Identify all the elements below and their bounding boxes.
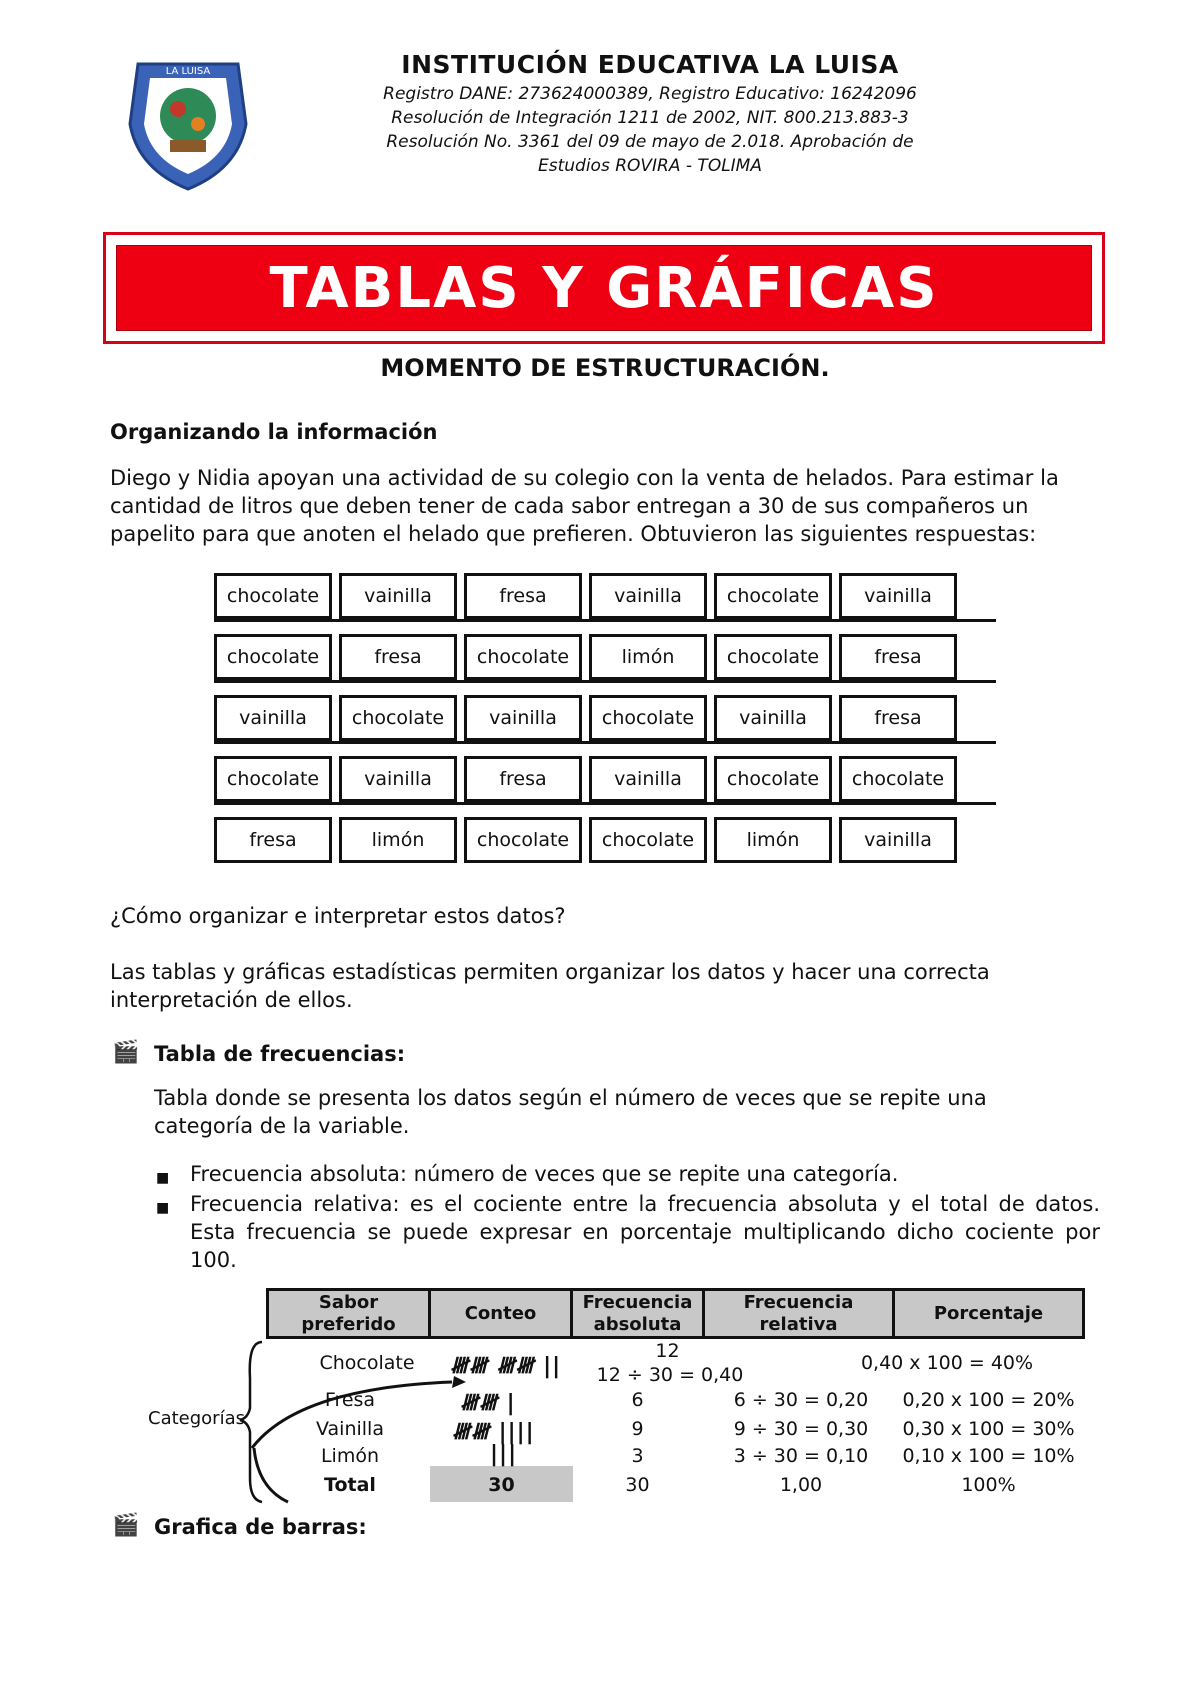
response-cell: chocolate [214, 573, 332, 619]
response-cell: chocolate [339, 695, 457, 741]
square-bullet-icon: ■ [156, 1200, 170, 1216]
bullet-text: Frecuencia relativa: es el cociente entre la frecuencia absoluta y el total de datos. Esta frecuencia se puede expresar en porcentaje multiplicando dicho cociente por 100. [190, 1192, 1100, 1272]
approval-line: Resolución No. 3361 del 09 de mayo de 2.018. Aprobación de [386, 132, 914, 152]
responses-grid [214, 573, 996, 878]
frequency-table-description: Tabla donde se presenta los datos según el número de veces que se repite una categoría de la variable. [154, 1086, 987, 1138]
response-cell: chocolate [714, 573, 832, 619]
response-cell: fresa [214, 817, 332, 863]
frequency-table-header [266, 1288, 1085, 1339]
location-line: Estudios ROVIRA - TOLIMA [538, 156, 762, 176]
school-logo [118, 54, 258, 194]
header-flavor: Sabor preferido [266, 1288, 431, 1339]
clapper-icon: 🎬 [112, 1040, 140, 1065]
bullet-absolute [156, 1160, 1100, 1188]
row-flavor: Vainilla [316, 1418, 384, 1440]
response-cell: vainilla [214, 695, 332, 741]
response-cell: fresa [839, 695, 957, 741]
total-tally: 30 [488, 1474, 515, 1496]
resolution-line: Resolución de Integración 1211 de 2002, NIT. 800.213.883-3 [391, 108, 909, 128]
section-subtitle: MOMENTO DE ESTRUCTURACIÓN. [380, 354, 830, 382]
row-tally: ||| [490, 1442, 518, 1467]
row-absolute: 3 [631, 1445, 644, 1467]
header-percent: Porcentaje [892, 1288, 1085, 1339]
response-cell: vainilla [839, 817, 957, 863]
row-flavor: Fresa [324, 1389, 376, 1411]
responses-row [214, 695, 996, 741]
response-cell: vainilla [714, 695, 832, 741]
row-percent: 0,30 x 100 = 30% [902, 1418, 1075, 1440]
question-text: ¿Cómo organizar e interpretar estos datos? [110, 904, 566, 928]
header-tally: Conteo [428, 1288, 573, 1339]
row-absolute: 12 [655, 1340, 680, 1362]
response-cell: vainilla [589, 756, 707, 802]
row-absolute: 9 [631, 1418, 644, 1440]
response-cell: limón [339, 817, 457, 863]
row-relative: 6 ÷ 30 = 0,20 [733, 1389, 869, 1411]
total-absolute: 30 [625, 1474, 650, 1496]
response-cell: chocolate [714, 634, 832, 680]
row-absolute: 6 [631, 1389, 644, 1411]
bullet-relative [156, 1190, 1100, 1274]
row-percent: 0,40 x 100 = 40% [860, 1352, 1034, 1374]
row-percent: 0,10 x 100 = 10% [902, 1445, 1075, 1467]
statement-text: Las tablas y gráficas estadísticas permiten organizar los datos y hacer una correcta interpretación de ellos. [110, 960, 990, 1012]
institution-details [340, 82, 960, 178]
response-cell: chocolate [714, 756, 832, 802]
response-cell: chocolate [464, 817, 582, 863]
response-cell: chocolate [589, 695, 707, 741]
response-cell: limón [714, 817, 832, 863]
total-relative: 1,00 [779, 1474, 823, 1496]
registry-line: Registro DANE: 273624000389, Registro Educativo: 16242096 [383, 84, 917, 104]
total-label: Total [324, 1474, 376, 1496]
response-cell: fresa [839, 634, 957, 680]
institution-name: INSTITUCIÓN EDUCATIVA LA LUISA [401, 50, 899, 79]
response-cell: chocolate [214, 634, 332, 680]
row-tally: 𝍸𝍸 | [460, 1391, 516, 1416]
bar-chart-heading: Grafica de barras: [154, 1515, 367, 1539]
response-cell: chocolate [464, 634, 582, 680]
responses-row [214, 756, 996, 802]
header-relative: Frecuencia relativa [702, 1288, 895, 1339]
bullet-text: Frecuencia absoluta: número de veces que se repite una categoría. [190, 1162, 899, 1186]
categories-label: Categorías [148, 1408, 245, 1429]
row-percent: 0,20 x 100 = 20% [902, 1389, 1075, 1411]
response-cell: vainilla [839, 573, 957, 619]
response-cell: fresa [339, 634, 457, 680]
response-cell: fresa [464, 573, 582, 619]
response-cell: fresa [464, 756, 582, 802]
row-tally: 𝍸𝍸 𝍸𝍸 || [450, 1354, 562, 1379]
row-tally: 𝍸𝍸 |||| [452, 1420, 535, 1445]
svg-text:LA LUISA: LA LUISA [165, 66, 211, 77]
clapper-icon: 🎬 [112, 1513, 140, 1538]
total-percent: 100% [961, 1474, 1016, 1496]
response-cell: vainilla [339, 573, 457, 619]
row-relative: 9 ÷ 30 = 0,30 [733, 1418, 869, 1440]
responses-row [214, 634, 996, 680]
response-cell: chocolate [839, 756, 957, 802]
title-banner [103, 232, 1105, 344]
responses-row [214, 573, 996, 619]
response-cell: vainilla [464, 695, 582, 741]
intro-paragraph: Diego y Nidia apoyan una actividad de su colegio con la venta de helados. Para estimar la cantidad de litros que deben tener de cada sabor entregan a 30 de sus compañeros un papelito para que anoten el helado que prefieren. Obtuvieron las siguientes respuestas: [110, 466, 1059, 546]
organizing-heading: Organizando la información [110, 420, 438, 444]
row-flavor: Limón [320, 1445, 380, 1467]
response-cell: limón [589, 634, 707, 680]
response-cell: vainilla [339, 756, 457, 802]
row-relative: 3 ÷ 30 = 0,10 [733, 1445, 869, 1467]
banner-title: TABLAS Y GRÁFICAS [116, 245, 1092, 331]
responses-row [214, 817, 996, 863]
square-bullet-icon: ■ [156, 1170, 170, 1186]
row-flavor: Chocolate [319, 1352, 415, 1374]
response-cell: vainilla [589, 573, 707, 619]
header-absolute: Frecuencia absoluta [570, 1288, 705, 1339]
row-relative: 12 ÷ 30 = 0,40 [596, 1364, 744, 1386]
response-cell: chocolate [214, 756, 332, 802]
response-cell: chocolate [589, 817, 707, 863]
frequency-table-heading: Tabla de frecuencias: [154, 1042, 406, 1066]
